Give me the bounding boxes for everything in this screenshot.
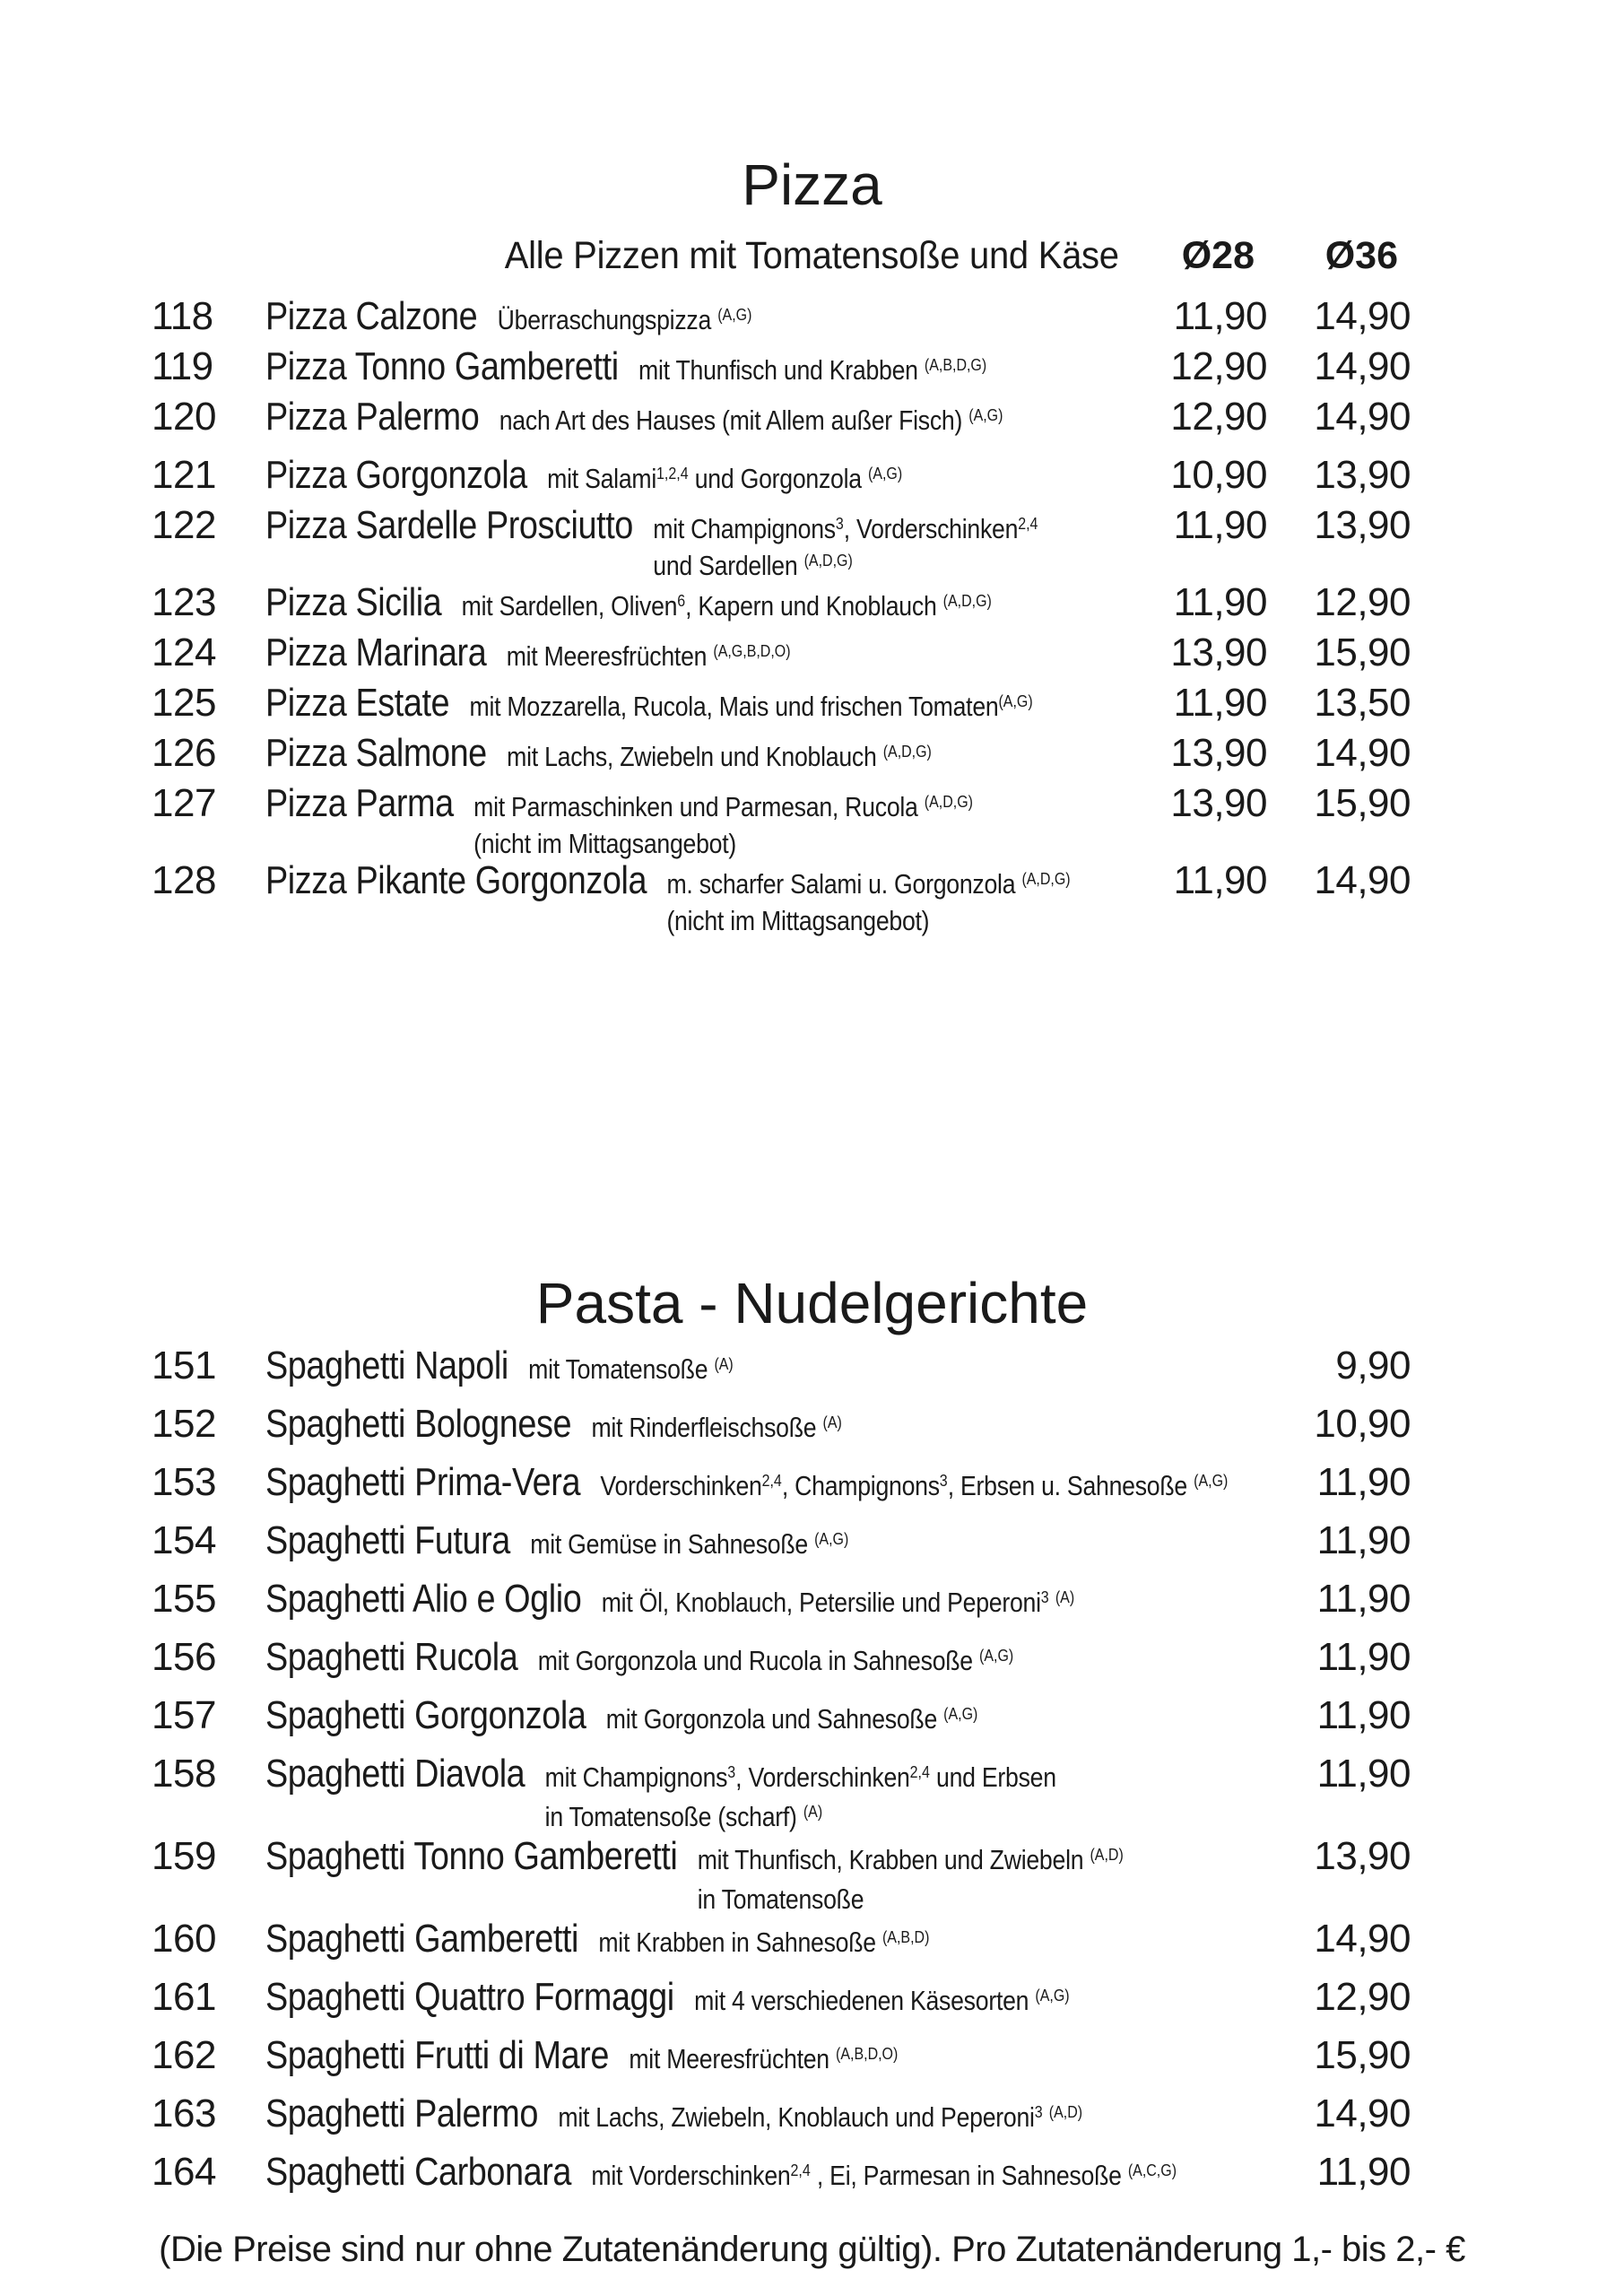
item-description (462, 583, 992, 630)
item-name: Pizza Sardelle Prosciutto (265, 503, 633, 547)
item-price-diameter-28: 11,90 (1173, 294, 1267, 338)
item-name: Spaghetti Carbonara (265, 2150, 572, 2194)
item-description-line1: mit Öl, Knoblauch, Petersilie und Peperoni$^3$ $^{(A)}$ (601, 1587, 1075, 1618)
item-price: 10,90 (1314, 1402, 1411, 1446)
item-price-diameter-28: 13,90 (1170, 781, 1267, 825)
item-description-line1: mit Lachs, Zwiebeln und Knoblauch $^{(A,D,G)}$ (507, 741, 932, 772)
menu-item-row (152, 857, 1411, 935)
item-price-diameter-28: 11,90 (1173, 858, 1267, 902)
pizza-item-list (0, 293, 1624, 935)
item-name: Spaghetti Alio e Oglio (265, 1577, 582, 1621)
item-description-line1: mit Meeresfrüchten $^{(A,G,B,D,O)}$ (506, 640, 791, 672)
menu-item-row (152, 344, 1411, 394)
item-description-line1: m. scharfer Salami u. Gorgonzola $^{(A,D,G)}$ (666, 868, 1071, 900)
item-description (470, 683, 1033, 730)
item-description (528, 1342, 734, 1396)
item-description-line1: nach Art des Hauses (mit Allem außer Fisch) $^{(A,G)}$ (499, 404, 1003, 436)
item-price-diameter-28: 11,90 (1173, 503, 1267, 547)
item-body (265, 293, 1034, 344)
item-price-diameter-36: 14,90 (1314, 731, 1411, 775)
menu-item-row (152, 1829, 1411, 1915)
item-price-diameter-28: 13,90 (1170, 731, 1267, 775)
item-name: Spaghetti Napoli (265, 1344, 508, 1387)
item-description (591, 1400, 841, 1455)
item-name: Pizza Calzone (265, 294, 478, 338)
item-price: 11,90 (1316, 2150, 1411, 2194)
item-description (653, 506, 1038, 579)
item-description-line2: in Tomatensoße (scharf) $^{(A)}$ (544, 1801, 823, 1832)
item-number: 124 (152, 631, 216, 674)
item-description (507, 633, 791, 680)
item-price: 15,90 (1314, 2033, 1411, 2077)
menu-item-row (152, 2086, 1411, 2144)
item-number: 123 (152, 580, 216, 624)
item-description-line2: und Sardellen $^{(A,D,G)}$ (653, 550, 853, 581)
item-price: 9,90 (1335, 1344, 1411, 1387)
item-name: Spaghetti Bolognese (265, 1402, 572, 1446)
item-description-line1: mit Mozzarella, Rucola, Mais und frischen Tomaten$^{(A,G)}$ (469, 691, 1033, 722)
item-description-line1: Vorderschinken$^{2,4}$, Champignons$^3$, Erbsen u. Sahnesoße $^{(A,G)}$ (600, 1470, 1229, 1501)
menu-item-row (152, 579, 1411, 630)
item-number: 126 (152, 731, 216, 775)
item-price: 11,90 (1316, 1577, 1411, 1621)
item-body (265, 680, 1034, 730)
item-price-diameter-28: 13,90 (1170, 631, 1267, 674)
item-description (591, 2148, 1177, 2203)
menu-item-row (152, 1970, 1411, 2028)
item-price-diameter-36: 13,90 (1314, 453, 1411, 497)
menu-item-row (152, 630, 1411, 680)
menu-item-row (152, 730, 1411, 780)
pasta-item-list (0, 1338, 1624, 2203)
item-body (265, 1338, 1034, 1396)
item-name: Spaghetti Prima-Vera (265, 1460, 581, 1504)
item-name: Pizza Tonno Gamberetti (265, 344, 619, 388)
item-name: Pizza Palermo (265, 395, 480, 439)
item-description (530, 1517, 848, 1571)
item-number: 122 (152, 503, 216, 547)
item-number: 163 (152, 2092, 216, 2135)
item-description-line1: mit 4 verschiedenen Käsesorten $^{(A,G)}$ (694, 1985, 1070, 2016)
item-description (598, 1915, 929, 1970)
menu-item-row (152, 1455, 1411, 1513)
item-description-line1: mit Gorgonzola und Sahnesoße $^{(A,G)}$ (605, 1703, 978, 1735)
item-description-line1: mit Salami$^{1,2,4}$ und Gorgonzola $^{(A,G)}$ (547, 463, 903, 494)
item-number: 152 (152, 1402, 216, 1446)
section-pasta (0, 1271, 1624, 2203)
item-body (265, 2028, 1034, 2086)
item-description (507, 734, 932, 780)
item-body (265, 502, 1038, 581)
item-name: Spaghetti Tonno Gamberetti (265, 1834, 678, 1878)
item-body (265, 780, 1034, 857)
item-number: 156 (152, 1635, 216, 1679)
item-number: 121 (152, 453, 216, 497)
menu-item-row (152, 1571, 1411, 1630)
menu-item-row (152, 1911, 1411, 1970)
item-price-diameter-36: 15,90 (1314, 781, 1411, 825)
item-body (265, 857, 1071, 936)
item-name: Pizza Marinara (265, 631, 487, 674)
item-name: Pizza Gorgonzola (265, 453, 527, 497)
item-price: 13,90 (1314, 1834, 1411, 1878)
item-number: 154 (152, 1518, 216, 1562)
item-price-diameter-28: 11,90 (1173, 681, 1267, 725)
menu-item-row (152, 780, 1411, 857)
item-number: 153 (152, 1460, 216, 1504)
item-name: Pizza Parma (265, 781, 454, 825)
item-name: Pizza Pikante Gorgonzola (265, 858, 647, 902)
item-description (499, 397, 1003, 444)
menu-item-row (152, 293, 1411, 344)
item-description-line1: mit Lachs, Zwiebeln, Knoblauch und Peperoni$^3$ $^{(A,D)}$ (558, 2101, 1083, 2133)
item-description-line1: mit Rinderfleischsoße $^{(A)}$ (591, 1412, 842, 1443)
item-description-line1: mit Vorderschinken$^{2,4}$ , Ei, Parmesan in Sahnesoße $^{(A,C,G)}$ (591, 2160, 1177, 2191)
item-description (602, 1575, 1074, 1630)
item-name: Spaghetti Quattro Formaggi (265, 1975, 674, 2019)
item-price: 14,90 (1314, 1917, 1411, 1961)
item-price-diameter-36: 14,90 (1314, 344, 1411, 388)
item-description-line1: mit Sardellen, Oliven$^6$, Kapern und Knoblauch $^{(A,D,G)}$ (461, 590, 992, 622)
menu-item-row (152, 394, 1411, 444)
item-name: Pizza Salmone (265, 731, 487, 775)
menu-item-row (152, 1338, 1411, 1396)
pizza-subtitle-row (0, 233, 1624, 278)
item-name: Pizza Sicilia (265, 580, 442, 624)
item-description-line2: in Tomatensoße (697, 1883, 864, 1915)
menu-item-row (152, 452, 1411, 502)
item-number: 119 (152, 344, 213, 388)
item-price: 11,90 (1316, 1635, 1411, 1679)
item-description-line1: mit Parmaschinken und Parmesan, Rucola $^{(A,D,G)}$ (473, 791, 973, 822)
item-price: 12,90 (1314, 1975, 1411, 2019)
item-price-diameter-28: 12,90 (1170, 344, 1267, 388)
pasta-section-title: Pasta - Nudelgerichte (535, 1271, 1089, 1335)
item-body (265, 1746, 1056, 1832)
menu-item-row (152, 1630, 1411, 1688)
item-description-line1: mit Gemüse in Sahnesoße $^{(A,G)}$ (530, 1528, 849, 1560)
price-column-header-36: Ø36 (1324, 234, 1398, 277)
item-description-line2: (nicht im Mittagsangebot) (473, 828, 737, 859)
price-column-header-28: Ø28 (1181, 234, 1255, 277)
item-body (265, 1571, 1075, 1630)
item-number: 162 (152, 2033, 216, 2077)
pizza-section-title: Pizza (742, 152, 882, 217)
item-price-diameter-36: 14,90 (1314, 858, 1411, 902)
item-description (606, 1692, 978, 1746)
item-price: 11,90 (1316, 1693, 1411, 1737)
item-number: 159 (152, 1834, 216, 1878)
menu-item-row (152, 680, 1411, 730)
menu-item-row (152, 502, 1411, 579)
item-body (265, 1513, 1034, 1571)
item-price-diameter-28: 11,90 (1173, 580, 1267, 624)
item-price: 11,90 (1316, 1460, 1411, 1504)
item-price-diameter-28: 12,90 (1170, 395, 1267, 439)
item-description-line1: mit Krabben in Sahnesoße $^{(A,B,D)}$ (598, 1926, 930, 1958)
item-description-line1: mit Thunfisch und Krabben $^{(A,B,D,G)}$ (638, 354, 987, 386)
item-name: Spaghetti Gorgonzola (265, 1693, 586, 1737)
item-name: Spaghetti Rucola (265, 1635, 518, 1679)
item-description (544, 1750, 1056, 1832)
item-price: 11,90 (1316, 1518, 1411, 1562)
item-price-diameter-36: 13,90 (1314, 503, 1411, 547)
item-body (265, 1396, 1034, 1455)
menu-item-row (152, 1746, 1411, 1832)
menu-item-row (152, 2144, 1411, 2203)
item-number: 164 (152, 2150, 216, 2194)
menu-footer-note: (Die Preise sind nur ohne Zutatenänderung gültig). Pro Zutatenänderung 1,- bis 2,- € (159, 2230, 1465, 2269)
item-price-diameter-36: 13,50 (1314, 681, 1411, 725)
item-description-line1: Überraschungspizza $^{(A,G)}$ (497, 304, 752, 335)
item-description (629, 2031, 898, 2086)
section-pizza (0, 152, 1624, 935)
item-body (265, 1911, 1034, 1970)
item-body (265, 394, 1034, 444)
item-description (666, 861, 1070, 935)
item-number: 160 (152, 1917, 216, 1961)
item-price-diameter-36: 14,90 (1314, 395, 1411, 439)
item-body (265, 730, 1034, 780)
item-price: 11,90 (1316, 1752, 1411, 1796)
item-description (538, 1633, 1014, 1688)
item-price-diameter-36: 14,90 (1314, 294, 1411, 338)
item-body (265, 1630, 1034, 1688)
item-number: 158 (152, 1752, 216, 1796)
menu-item-row (152, 2028, 1411, 2086)
item-description (547, 456, 902, 502)
item-name: Spaghetti Frutti di Mare (265, 2033, 609, 2077)
menu-item-row (152, 1513, 1411, 1571)
item-description-line1: mit Thunfisch, Krabben und Zwiebeln $^{(A,D)}$ (697, 1844, 1124, 1875)
item-name: Spaghetti Diavola (265, 1752, 525, 1796)
item-body (265, 1829, 1124, 1915)
item-description-line1: mit Meeresfrüchten $^{(A,B,D,O)}$ (629, 2043, 899, 2074)
item-number: 120 (152, 395, 216, 439)
item-description-line2: (nicht im Mittagsangebot) (666, 905, 930, 936)
item-description-line1: mit Tomatensoße $^{(A)}$ (528, 1353, 734, 1385)
item-number: 151 (152, 1344, 216, 1387)
menu-item-row (152, 1688, 1411, 1746)
pizza-section-subtitle: Alle Pizzen mit Tomatensoße und Käse (505, 234, 1119, 277)
item-price-diameter-28: 10,90 (1170, 453, 1267, 497)
item-body (265, 1455, 1229, 1513)
item-name: Spaghetti Palermo (265, 2092, 539, 2135)
item-body (265, 2086, 1083, 2144)
item-description (638, 347, 986, 394)
item-description (694, 1973, 1069, 2028)
item-body (265, 630, 1034, 680)
item-number: 161 (152, 1975, 216, 2019)
item-body (265, 344, 1034, 394)
item-body (265, 2144, 1177, 2203)
item-body (265, 1970, 1070, 2028)
item-description-line1: mit Gorgonzola und Rucola in Sahnesoße $^{(A,G)}$ (537, 1645, 1014, 1676)
item-description (473, 784, 973, 857)
item-number: 157 (152, 1693, 216, 1737)
item-body (265, 452, 1034, 502)
item-body (265, 579, 1034, 630)
item-price-diameter-36: 12,90 (1314, 580, 1411, 624)
item-number: 118 (152, 294, 213, 338)
item-price-diameter-36: 15,90 (1314, 631, 1411, 674)
item-name: Spaghetti Futura (265, 1518, 510, 1562)
item-description-line1: mit Champignons$^3$, Vorderschinken$^{2,4}$ und Erbsen (544, 1761, 1056, 1793)
item-description (498, 297, 752, 344)
item-number: 127 (152, 781, 216, 825)
item-number: 155 (152, 1577, 216, 1621)
item-body (265, 1688, 1034, 1746)
item-number: 125 (152, 681, 216, 725)
item-price: 14,90 (1314, 2092, 1411, 2135)
item-name: Spaghetti Gamberetti (265, 1917, 578, 1961)
item-number: 128 (152, 858, 216, 902)
item-description-line1: mit Champignons$^3$, Vorderschinken$^{2,4}$ (653, 513, 1038, 544)
menu-item-row (152, 1396, 1411, 1455)
item-description (558, 2090, 1082, 2144)
item-description (600, 1458, 1228, 1513)
item-description (697, 1832, 1124, 1915)
price-column-headers (1159, 233, 1411, 278)
item-name: Pizza Estate (265, 681, 450, 725)
